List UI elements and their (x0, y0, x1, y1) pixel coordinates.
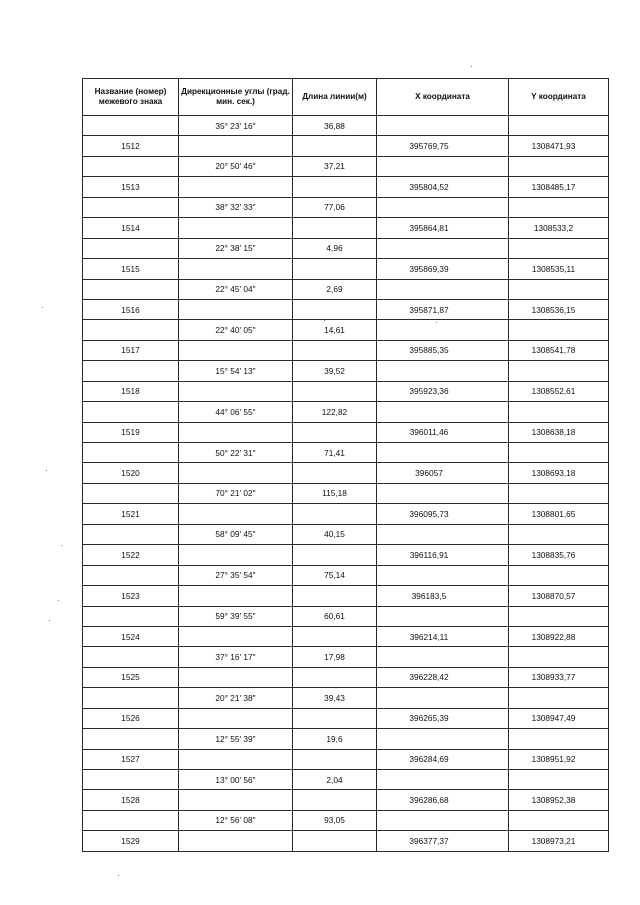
angle-cell: 22° 45' 04" (179, 279, 293, 299)
length-cell: 19,6 (293, 729, 377, 749)
x-coordinate-cell: 396228,42 (377, 667, 509, 687)
empty-cell (509, 606, 609, 626)
y-coordinate-cell: 1308541,78 (509, 340, 609, 360)
segment-row (83, 443, 609, 463)
empty-cell (179, 626, 293, 646)
scan-speck (324, 320, 325, 321)
angle-cell: 12° 56' 08" (179, 810, 293, 830)
x-coordinate-cell: 396057 (377, 463, 509, 483)
empty-cell (83, 647, 179, 667)
empty-cell (179, 504, 293, 524)
header-name: Название (номер) межевого знака (83, 79, 179, 116)
empty-cell (83, 770, 179, 790)
segment-row (83, 688, 609, 708)
y-coordinate-cell: 1308471,93 (509, 136, 609, 156)
point-row (83, 790, 609, 810)
point-name-cell: 1527 (83, 749, 179, 769)
y-coordinate-cell: 1308947,49 (509, 708, 609, 728)
x-coordinate-cell: 395804,52 (377, 177, 509, 197)
empty-cell (377, 279, 509, 299)
empty-cell (509, 770, 609, 790)
empty-cell (83, 524, 179, 544)
header-y: Y координата (509, 79, 609, 116)
empty-cell (377, 238, 509, 258)
point-name-cell: 1516 (83, 299, 179, 319)
empty-cell (377, 320, 509, 340)
x-coordinate-cell: 395769,75 (377, 136, 509, 156)
point-row (83, 340, 609, 360)
empty-cell (179, 381, 293, 401)
point-name-cell: 1514 (83, 218, 179, 238)
scan-speck (61, 545, 62, 546)
empty-cell (377, 688, 509, 708)
length-cell: 2,69 (293, 279, 377, 299)
empty-cell (83, 483, 179, 503)
point-name-cell: 1512 (83, 136, 179, 156)
length-cell: 71,41 (293, 443, 377, 463)
segment-row (83, 116, 609, 136)
length-cell: 93,05 (293, 810, 377, 830)
empty-cell (509, 810, 609, 830)
angle-cell: 38° 32' 33" (179, 197, 293, 217)
y-coordinate-cell: 1308485,17 (509, 177, 609, 197)
scan-speck (49, 620, 50, 621)
empty-cell (83, 606, 179, 626)
y-coordinate-cell: 1308922,88 (509, 626, 609, 646)
x-coordinate-cell: 396377,37 (377, 831, 509, 851)
segment-row (83, 483, 609, 503)
segment-row (83, 647, 609, 667)
angle-cell: 20° 50' 46" (179, 156, 293, 176)
point-row (83, 667, 609, 687)
empty-cell (83, 279, 179, 299)
empty-cell (179, 831, 293, 851)
empty-cell (179, 545, 293, 565)
empty-cell (509, 320, 609, 340)
empty-cell (83, 688, 179, 708)
angle-cell: 27° 35' 54" (179, 565, 293, 585)
empty-cell (377, 810, 509, 830)
empty-cell (509, 565, 609, 585)
empty-cell (509, 279, 609, 299)
length-cell: 75,14 (293, 565, 377, 585)
empty-cell (509, 524, 609, 544)
empty-cell (179, 667, 293, 687)
scan-speck (58, 600, 59, 601)
point-name-cell: 1517 (83, 340, 179, 360)
point-row (83, 504, 609, 524)
empty-cell (179, 790, 293, 810)
point-row (83, 422, 609, 442)
point-name-cell: 1524 (83, 626, 179, 646)
point-row (83, 218, 609, 238)
scan-speck (118, 875, 119, 876)
x-coordinate-cell: 396265,39 (377, 708, 509, 728)
empty-cell (83, 320, 179, 340)
point-row (83, 586, 609, 606)
point-name-cell: 1526 (83, 708, 179, 728)
angle-cell: 22° 38' 15" (179, 238, 293, 258)
angle-cell: 59° 39' 55" (179, 606, 293, 626)
length-cell: 39,52 (293, 361, 377, 381)
angle-cell: 15° 54' 13" (179, 361, 293, 381)
point-name-cell: 1519 (83, 422, 179, 442)
empty-cell (509, 197, 609, 217)
y-coordinate-cell: 1308951,92 (509, 749, 609, 769)
x-coordinate-cell: 396214,11 (377, 626, 509, 646)
x-coordinate-cell: 396116,91 (377, 545, 509, 565)
empty-cell (293, 218, 377, 238)
angle-cell: 35° 23' 16" (179, 116, 293, 136)
empty-cell (509, 483, 609, 503)
empty-cell (179, 422, 293, 442)
empty-cell (509, 361, 609, 381)
empty-cell (377, 524, 509, 544)
empty-cell (293, 626, 377, 646)
length-cell: 17,98 (293, 647, 377, 667)
point-row (83, 381, 609, 401)
empty-cell (179, 340, 293, 360)
empty-cell (377, 606, 509, 626)
point-name-cell: 1513 (83, 177, 179, 197)
y-coordinate-cell: 1308933,77 (509, 667, 609, 687)
length-cell: 36,88 (293, 116, 377, 136)
empty-cell (83, 116, 179, 136)
segment-row (83, 402, 609, 422)
point-name-cell: 1518 (83, 381, 179, 401)
y-coordinate-cell: 1308638,18 (509, 422, 609, 442)
length-cell: 37,21 (293, 156, 377, 176)
x-coordinate-cell: 396286,68 (377, 790, 509, 810)
empty-cell (509, 238, 609, 258)
empty-cell (83, 443, 179, 463)
empty-cell (83, 156, 179, 176)
x-coordinate-cell: 395923,36 (377, 381, 509, 401)
empty-cell (293, 381, 377, 401)
empty-cell (509, 729, 609, 749)
point-name-cell: 1515 (83, 259, 179, 279)
empty-cell (509, 647, 609, 667)
point-row (83, 177, 609, 197)
empty-cell (377, 402, 509, 422)
angle-cell: 44° 06' 55" (179, 402, 293, 422)
point-row (83, 259, 609, 279)
length-cell: 4,96 (293, 238, 377, 258)
empty-cell (509, 156, 609, 176)
empty-cell (293, 790, 377, 810)
segment-row (83, 238, 609, 258)
point-row (83, 463, 609, 483)
length-cell: 2,04 (293, 770, 377, 790)
table-body (83, 116, 609, 852)
angle-cell: 13° 00' 56" (179, 770, 293, 790)
x-coordinate-cell: 395869,39 (377, 259, 509, 279)
empty-cell (83, 238, 179, 258)
empty-cell (293, 708, 377, 728)
empty-cell (377, 483, 509, 503)
empty-cell (83, 361, 179, 381)
empty-cell (377, 361, 509, 381)
y-coordinate-cell: 1308533,2 (509, 218, 609, 238)
y-coordinate-cell: 1308801,65 (509, 504, 609, 524)
length-cell: 39,43 (293, 688, 377, 708)
scan-speck (46, 470, 47, 471)
point-row (83, 299, 609, 319)
empty-cell (293, 504, 377, 524)
empty-cell (179, 299, 293, 319)
empty-cell (83, 197, 179, 217)
empty-cell (293, 749, 377, 769)
segment-row (83, 770, 609, 790)
length-cell: 77,06 (293, 197, 377, 217)
y-coordinate-cell: 1308973,21 (509, 831, 609, 851)
point-name-cell: 1520 (83, 463, 179, 483)
empty-cell (83, 810, 179, 830)
y-coordinate-cell: 1308952,38 (509, 790, 609, 810)
empty-cell (83, 565, 179, 585)
y-coordinate-cell: 1308870,57 (509, 586, 609, 606)
y-coordinate-cell: 1308552,61 (509, 381, 609, 401)
empty-cell (509, 443, 609, 463)
point-name-cell: 1529 (83, 831, 179, 851)
point-row (83, 545, 609, 565)
angle-cell: 20° 21' 38" (179, 688, 293, 708)
empty-cell (293, 299, 377, 319)
boundary-coordinates-table (82, 78, 609, 852)
empty-cell (293, 545, 377, 565)
segment-row (83, 810, 609, 830)
header-x: X координата (377, 79, 509, 116)
empty-cell (377, 770, 509, 790)
x-coordinate-cell: 395885,35 (377, 340, 509, 360)
empty-cell (293, 831, 377, 851)
empty-cell (377, 156, 509, 176)
length-cell: 14,61 (293, 320, 377, 340)
empty-cell (179, 177, 293, 197)
empty-cell (179, 218, 293, 238)
empty-cell (83, 402, 179, 422)
x-coordinate-cell: 395871,87 (377, 299, 509, 319)
empty-cell (179, 708, 293, 728)
y-coordinate-cell: 1308693,18 (509, 463, 609, 483)
y-coordinate-cell: 1308535,11 (509, 259, 609, 279)
segment-row (83, 320, 609, 340)
point-row (83, 136, 609, 156)
y-coordinate-cell: 1308835,76 (509, 545, 609, 565)
x-coordinate-cell: 395864,81 (377, 218, 509, 238)
empty-cell (293, 667, 377, 687)
empty-cell (509, 688, 609, 708)
point-name-cell: 1521 (83, 504, 179, 524)
y-coordinate-cell: 1308536,15 (509, 299, 609, 319)
empty-cell (179, 136, 293, 156)
angle-cell: 58° 09' 45" (179, 524, 293, 544)
empty-cell (293, 586, 377, 606)
empty-cell (179, 463, 293, 483)
angle-cell: 22° 40' 05" (179, 320, 293, 340)
empty-cell (179, 259, 293, 279)
length-cell: 40,15 (293, 524, 377, 544)
segment-row (83, 197, 609, 217)
empty-cell (509, 116, 609, 136)
segment-row (83, 606, 609, 626)
empty-cell (83, 729, 179, 749)
x-coordinate-cell: 396011,46 (377, 422, 509, 442)
point-name-cell: 1525 (83, 667, 179, 687)
empty-cell (377, 443, 509, 463)
point-row (83, 831, 609, 851)
empty-cell (293, 136, 377, 156)
x-coordinate-cell: 396183,5 (377, 586, 509, 606)
segment-row (83, 524, 609, 544)
header-length: Длина линии(м) (293, 79, 377, 116)
segment-row (83, 729, 609, 749)
empty-cell (293, 259, 377, 279)
point-name-cell: 1522 (83, 545, 179, 565)
segment-row (83, 361, 609, 381)
segment-row (83, 565, 609, 585)
point-row (83, 626, 609, 646)
empty-cell (377, 729, 509, 749)
empty-cell (377, 116, 509, 136)
empty-cell (377, 647, 509, 667)
empty-cell (377, 197, 509, 217)
empty-cell (293, 177, 377, 197)
length-cell: 60,61 (293, 606, 377, 626)
segment-row (83, 279, 609, 299)
scan-speck (436, 322, 437, 323)
point-row (83, 708, 609, 728)
point-name-cell: 1523 (83, 586, 179, 606)
segment-row (83, 156, 609, 176)
angle-cell: 50° 22' 31" (179, 443, 293, 463)
x-coordinate-cell: 396095,73 (377, 504, 509, 524)
header-angle: Дирекционные углы (град. мин. сек.) (179, 79, 293, 116)
empty-cell (509, 402, 609, 422)
angle-cell: 12° 55' 39" (179, 729, 293, 749)
length-cell: 115,18 (293, 483, 377, 503)
angle-cell: 70° 21' 02" (179, 483, 293, 503)
empty-cell (293, 340, 377, 360)
point-name-cell: 1528 (83, 790, 179, 810)
scan-speck (471, 66, 472, 67)
point-row (83, 749, 609, 769)
empty-cell (179, 586, 293, 606)
empty-cell (179, 749, 293, 769)
x-coordinate-cell: 396284,69 (377, 749, 509, 769)
empty-cell (293, 422, 377, 442)
angle-cell: 37° 16' 17" (179, 647, 293, 667)
scan-speck (42, 307, 43, 308)
table-header-row (83, 79, 609, 116)
length-cell: 122,82 (293, 402, 377, 422)
empty-cell (377, 565, 509, 585)
empty-cell (293, 463, 377, 483)
